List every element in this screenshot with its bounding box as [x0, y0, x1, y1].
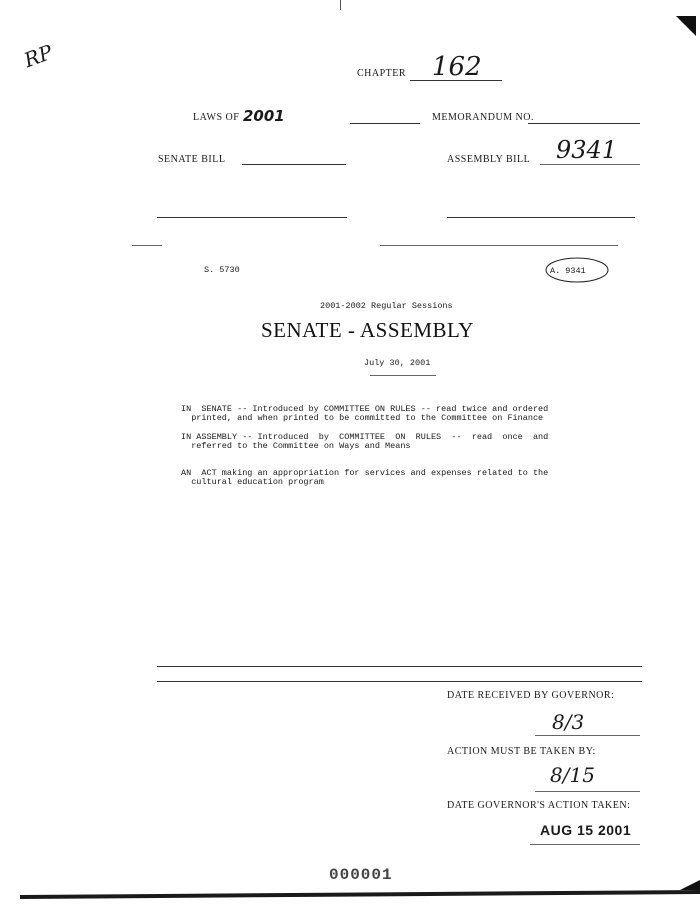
scan-tick: [340, 0, 341, 10]
blank-rule-right: [447, 217, 635, 218]
assembly-intro-line2: referred to the Committee on Ways and Means: [181, 441, 411, 451]
act-line2: cultural education program: [181, 477, 324, 487]
action-value: 8/15: [550, 763, 595, 787]
corner-initials: RP: [20, 39, 56, 73]
assembly-intro: [181, 424, 548, 451]
action-label: ACTION MUST BE TAKEN BY:: [447, 746, 596, 757]
assembly-intro-line1: IN ASSEMBLY -- Introduced by COMMITTEE ON RULES -- read once and: [181, 432, 549, 442]
senate-bill-rule: [242, 164, 346, 165]
received-rule: [535, 735, 640, 736]
bill-rule-right: [380, 245, 618, 246]
session-label: 2001-2002 Regular Sessions: [320, 301, 453, 311]
memorandum-label: MEMORANDUM NO.: [432, 112, 535, 123]
received-label: DATE RECEIVED BY GOVERNOR:: [447, 690, 615, 701]
laws-label: LAWS OF: [193, 112, 240, 123]
received-value: 8/3: [552, 710, 585, 734]
corner-mark-icon: [676, 14, 696, 36]
chapter-value: 162: [432, 52, 482, 82]
chapter-label: CHAPTER: [357, 68, 407, 79]
lower-rule-2: [157, 681, 642, 682]
senate-intro: [181, 396, 548, 423]
action-rule: [535, 791, 640, 792]
memorandum-rule: [528, 123, 640, 124]
assembly-bill-rule: [540, 164, 640, 165]
act-line1: AN ACT making an appropriation for services and expenses related to the: [181, 468, 549, 478]
act-description: [181, 460, 548, 487]
taken-label: DATE GOVERNOR'S ACTION TAKEN:: [447, 800, 631, 811]
bill-title: SENATE - ASSEMBLY: [261, 318, 474, 342]
scan-edge: [0, 876, 700, 905]
laws-rule: [350, 123, 420, 124]
senate-intro-line2: printed, and when printed to be committed to the Committee on Finance: [181, 413, 544, 423]
senate-bill-label: SENATE BILL: [158, 154, 226, 165]
taken-value: AUG 15 2001: [540, 822, 632, 838]
senate-number: S. 5730: [204, 265, 240, 275]
taken-rule: [530, 844, 640, 845]
chapter-rule: [410, 80, 502, 81]
page-number: 000001: [329, 866, 393, 884]
laws-year: 2001: [243, 107, 285, 125]
bill-date: July 30, 2001: [364, 358, 431, 368]
assembly-bill-value: 9341: [556, 136, 618, 164]
lower-rule-1: [157, 666, 642, 667]
assembly-bill-label: ASSEMBLY BILL: [447, 154, 531, 165]
bill-rule-left: [132, 245, 162, 246]
senate-intro-line1: IN SENATE -- Introduced by COMMITTEE ON RULES -- read twice and ordered: [181, 404, 549, 414]
date-rule: [370, 375, 436, 376]
blank-rule-left: [157, 217, 347, 218]
assembly-number: A. 9341: [550, 266, 586, 276]
